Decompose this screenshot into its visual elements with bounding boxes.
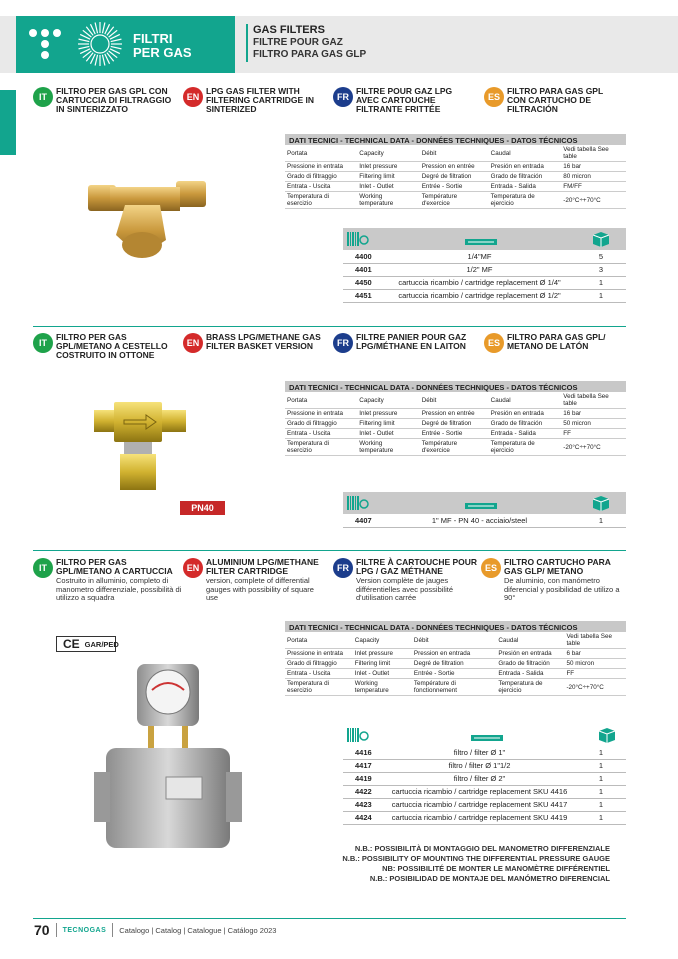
sku-code: 4419 [343,772,383,785]
en-badge: EN [183,333,203,353]
tech-row [285,162,626,172]
tech-cell: Entrada - Salida [496,669,564,679]
tech-cell: Débit [412,632,496,649]
tech-cell: -20°C÷+70°C [561,192,626,209]
pressure-rating-badge: PN40 [180,501,225,515]
es-badge: ES [484,87,504,107]
tech-cell: Entrata - Uscita [285,182,357,192]
table-row [343,759,626,772]
tech-cell: Vedi tabella See table [561,392,626,409]
tech-table [285,392,626,456]
s3-desc-es [481,558,626,603]
sku-rows [343,746,626,825]
tech-cell: Pressione in entrata [285,409,357,419]
tech-cell: Filtering limit [353,659,412,669]
tech-cell: Pression en entrée [420,409,489,419]
s1-it-text: FILTRO PER GAS GPL CON CARTUCCIA DI FILTRAGGIO IN SINTERIZZATO [56,86,172,114]
sku-description: cartuccia ricambio / cartridge replacement Ø 1/2" [383,289,576,302]
tech-row [285,182,626,192]
s1-desc-fr [333,87,473,114]
title-es: FILTRO PARA GAS GLP [253,49,367,60]
basket-filter-image [90,396,190,496]
tech-cell: Pressione in entrata [285,649,353,659]
s2-desc-en [183,333,323,353]
tech-cell: Capacity [357,145,419,162]
tech-cell: Working temperature [357,439,419,456]
s3-desc-en [183,558,328,603]
ce-certification-badge [56,636,119,652]
en-badge: EN [183,87,203,107]
s3-it-text: FILTRO PER GAS GPL/METANO A CARTUCCIA [56,557,173,576]
tech-cell: Presión en entrada [489,409,562,419]
it-badge: IT [33,558,53,578]
tech-cell: Temperatura di esercizio [285,439,357,456]
page-footer [34,922,276,938]
sku-quantity: 1 [576,798,626,811]
footer-separator [112,923,113,937]
fr-badge: FR [333,558,353,578]
table-row [343,798,626,811]
tech-cell: Inlet - Outlet [357,429,419,439]
cartridge-filter-image [92,662,242,852]
title-fr: FILTRE POUR GAZ [253,36,343,48]
size-measure-icon [465,234,497,252]
s1-desc-it [33,87,173,114]
tech-cell: Température di fonctionnement [412,679,496,696]
size-measure-icon [465,498,497,516]
sku-code: 4407 [343,514,383,527]
side-accent-strip [0,90,16,155]
sku-description: cartuccia ricambio / cartridge replacement SKU 4416 [383,785,576,798]
tech-cell: Grado de filtración [496,659,564,669]
es-badge: ES [481,558,501,578]
sku-quantity: 1 [576,276,626,289]
table-row [343,263,626,276]
sku-quantity: 1 [576,785,626,798]
tech-cell: FF [564,669,626,679]
tech-cell: FM/FF [561,182,626,192]
title-en: GAS FILTERS [253,24,325,36]
sku-description: filtro / filter Ø 1"1/2 [383,759,576,772]
tech-data-header: DATI TECNICI - TECHNICAL DATA - DONNÉES TECHNIQUES - DATOS TÉCNICOS [285,381,626,392]
tech-row [285,409,626,419]
s1-en-text: LPG GAS FILTER WITH FILTERING CARTRIDGE IN SINTERIZED [206,86,314,114]
tech-cell: Working temperature [353,679,412,696]
tech-cell: 80 micron [561,172,626,182]
tech-cell: Entrée - Sortie [412,669,496,679]
it-badge: IT [33,333,53,353]
tech-cell: Degré de filtration [420,172,489,182]
brand-line-2: PER GAS [133,45,192,60]
barcode-icon [347,232,369,251]
s3-es-sub: De aluminio, con manómetro diferencial y posibilidad de utilizo a 90° [504,576,620,603]
s3-desc-fr [333,558,478,603]
tech-cell: Débit [420,145,489,162]
tech-cell: Débit [420,392,489,409]
tech-cell: Grado de filtración [489,172,562,182]
tech-cell: Presión en entrada [489,162,562,172]
s3-fr-sub: Version complète de jauges différentielles avec possibilité d'utilisation carrée [356,576,453,603]
tech-cell: Capacity [357,392,419,409]
s3-desc-it [33,558,183,603]
s2-es-text: FILTRO PARA GAS GPL/ METANO DE LATÓN [507,332,606,351]
tech-row [285,192,626,209]
sku-description: filtro / filter Ø 1" [383,746,576,759]
sku-rows [343,250,626,303]
sku-description: 1/4"MF [383,250,576,263]
tech-cell: 16 bar [561,409,626,419]
tech-cell: Temperatura di esercizio [285,192,357,209]
tech-cell: Vedi tabella See table [564,632,626,649]
tech-cell: Température d'exercice [420,192,489,209]
sku-table-header [343,492,626,514]
sku-description: cartuccia ricambio / cartridge replacement SKU 4417 [383,798,576,811]
tech-cell: Caudal [489,392,562,409]
barcode-icon [347,496,369,515]
sku-code: 4416 [343,746,383,759]
tech-cell: -20°C÷+70°C [561,439,626,456]
it-badge: IT [33,87,53,107]
s2-en-text: BRASS LPG/METHANE GAS FILTER BASKET VERSION [206,332,321,351]
tech-cell: Grado di filtraggio [285,659,353,669]
brand-line-1: FILTRI [133,31,173,46]
table-row [343,785,626,798]
section-divider [33,326,626,327]
tech-cell: Vedi tabella See table [561,145,626,162]
sku-quantity: 1 [576,772,626,785]
size-measure-icon [471,730,503,748]
s3-en-text: ALUMINIUM LPG/METHANE FILTER CARTRIDGE [206,557,319,576]
sku-description: 1" MF - PN 40 - acciaio/steel [383,514,576,527]
tech-cell: Filtering limit [357,172,419,182]
tech-cell: Entrata - Uscita [285,429,357,439]
tech-cell: Grado di filtraggio [285,172,357,182]
s3-es-text: FILTRO CARTUCHO PARA GAS GLP/ METANO [504,557,611,576]
footer-brand: TECNOGAS [62,926,107,934]
sku-rows [343,514,626,528]
tech-cell: Presión en entrada [496,649,564,659]
tech-row [285,649,626,659]
tech-cell: FF [561,429,626,439]
tech-cell: Entrée - Sortie [420,429,489,439]
barcode-icon [347,728,369,747]
tech-row [285,145,626,162]
s2-fr-text: FILTRE PANIER POUR GAZ LPG/MÉTHANE EN LAITON [356,332,467,351]
s3-en-sub: version, complete of differential gauges with possibility of square use [206,576,314,603]
sku-quantity: 1 [576,759,626,772]
sku-code: 4400 [343,250,383,263]
sku-quantity: 3 [576,263,626,276]
sku-code: 4451 [343,289,383,302]
sku-code: 4450 [343,276,383,289]
sku-description: 1/2" MF [383,263,576,276]
tech-row [285,632,626,649]
tech-row [285,172,626,182]
tech-row [285,419,626,429]
package-icon [591,231,611,252]
note-es: N.B.: POSIBILIDAD DE MONTAJE DEL MANÓMETRO DIFERENCIAL [369,874,610,883]
tech-cell: Inlet pressure [353,649,412,659]
tech-cell: Inlet pressure [357,162,419,172]
s1-sku-table [343,228,626,303]
logo-dots-icon [16,16,74,73]
sku-description: cartuccia ricambio / cartridge replacement Ø 1/4" [383,276,576,289]
tech-cell: 50 micron [564,659,626,669]
fr-badge: FR [333,87,353,107]
tech-table [285,145,626,209]
tech-cell: Portata [285,632,353,649]
tech-cell: Inlet pressure [357,409,419,419]
filter-burst-icon [73,16,127,73]
s1-fr-text: FILTRE POUR GAZ LPG AVEC CARTOUCHE FILTRANTE FRITTÉE [356,86,453,114]
tech-cell: Portata [285,145,357,162]
tech-cell: Portata [285,392,357,409]
tech-row [285,679,626,696]
sku-quantity: 5 [576,250,626,263]
s2-desc-es [484,333,624,353]
table-row [343,289,626,302]
tech-row [285,439,626,456]
s1-desc-en [183,87,318,114]
sku-code: 4417 [343,759,383,772]
note-fr: NB: POSSIBILITÉ DE MONTER LE MANOMÈTRE DIFFÉRENTIEL [382,864,610,873]
s2-sku-table [343,492,626,528]
category-brand [127,16,235,73]
tech-row [285,659,626,669]
table-row [343,772,626,785]
tech-cell: Degré de filtration [412,659,496,669]
tech-cell: Caudal [496,632,564,649]
en-badge: EN [183,558,203,578]
footer-catalog: Catalogo | Catalog | Catalogue | Catálogo 2023 [119,925,277,935]
s3-it-sub: Costruito in alluminio, completo di manometro differenziale, possibilità di utilizzo a squadra [56,576,182,603]
installation-notes [330,844,610,884]
fr-badge: FR [333,333,353,353]
s2-it-text: FILTRO PER GAS GPL/METANO A CESTELLO COSTRUITO IN OTTONE [56,332,168,360]
tech-cell: 6 bar [564,649,626,659]
tech-cell: Inlet - Outlet [357,182,419,192]
tech-data-header: DATI TECNICI - TECHNICAL DATA - DONNÉES TECHNIQUES - DATOS TÉCNICOS [285,134,626,145]
s3-sku-table [343,724,626,825]
tech-row [285,669,626,679]
s1-es-text: FILTRO PARA GAS GPL CON CARTUCHO DE FILTRACIÓN [507,86,604,114]
tech-cell: -20°C÷+70°C [564,679,626,696]
section-divider [33,550,626,551]
tech-cell: Entrada - Salida [489,429,562,439]
note-en: N.B.: POSSIBILITY OF MOUNTING THE DIFFERENTIAL PRESSURE GAUGE [342,854,610,863]
tech-cell: Temperatura de ejercicio [496,679,564,696]
s1-desc-es [484,87,624,114]
tech-cell: Température d'exercice [420,439,489,456]
tech-cell: Grado di filtraggio [285,419,357,429]
sku-table-header [343,228,626,250]
page-title [246,24,366,62]
y-filter-image [80,165,215,265]
tech-cell: Pression en entrada [412,649,496,659]
s3-tech-data [285,621,626,696]
tech-cell: Pressione in entrata [285,162,357,172]
sku-quantity: 1 [576,811,626,824]
tech-row [285,392,626,409]
tech-cell: Caudal [489,145,562,162]
tech-cell: Grado de filtración [489,419,562,429]
tech-cell: Pression en entrée [420,162,489,172]
table-row [343,811,626,824]
tech-cell: Temperatura de ejercicio [489,439,562,456]
tech-cell: Entrada - Salida [489,182,562,192]
tech-row [285,429,626,439]
page-number: 70 [34,922,50,938]
sku-quantity: 1 [576,289,626,302]
s1-tech-data [285,134,626,209]
sku-code: 4401 [343,263,383,276]
tech-cell: Entrata - Uscita [285,669,353,679]
sku-table-header [343,724,626,746]
package-icon [597,727,617,748]
sku-code: 4422 [343,785,383,798]
tech-data-header: DATI TECNICI - TECHNICAL DATA - DONNÉES TECHNIQUES - DATOS TÉCNICOS [285,621,626,632]
tech-table [285,632,626,696]
sku-code: 4423 [343,798,383,811]
tech-cell: 50 micron [561,419,626,429]
tech-cell: Working temperature [357,192,419,209]
s2-desc-it [33,333,173,360]
table-row [343,276,626,289]
sku-description: cartuccia ricambio / cartridge replacement SKU 4419 [383,811,576,824]
tech-cell: Temperatura di esercizio [285,679,353,696]
sku-quantity: 1 [576,514,626,527]
package-icon [591,495,611,516]
tech-cell: Degré de filtration [420,419,489,429]
s3-fr-text: FILTRE À CARTOUCHE POUR LPG / GAZ MÉTHANE [356,557,478,576]
tech-cell: Filtering limit [357,419,419,429]
sku-quantity: 1 [576,746,626,759]
tech-cell: Temperatura de ejercicio [489,192,562,209]
tech-cell: Entrée - Sortie [420,182,489,192]
footer-divider [33,918,626,919]
ce-mark-icon: CE [63,637,80,651]
s2-tech-data [285,381,626,456]
note-it: N.B.: POSSIBILITÀ DI MONTAGGIO DEL MANOMETRO DIFFERENZIALE [354,844,610,853]
footer-separator [56,923,57,937]
tech-cell: Inlet - Outlet [353,669,412,679]
ce-label: GAR/PED [84,639,119,649]
sku-code: 4424 [343,811,383,824]
sku-description: filtro / filter Ø 2" [383,772,576,785]
tech-cell: 16 bar [561,162,626,172]
es-badge: ES [484,333,504,353]
s2-desc-fr [333,333,473,353]
tech-cell: Capacity [353,632,412,649]
